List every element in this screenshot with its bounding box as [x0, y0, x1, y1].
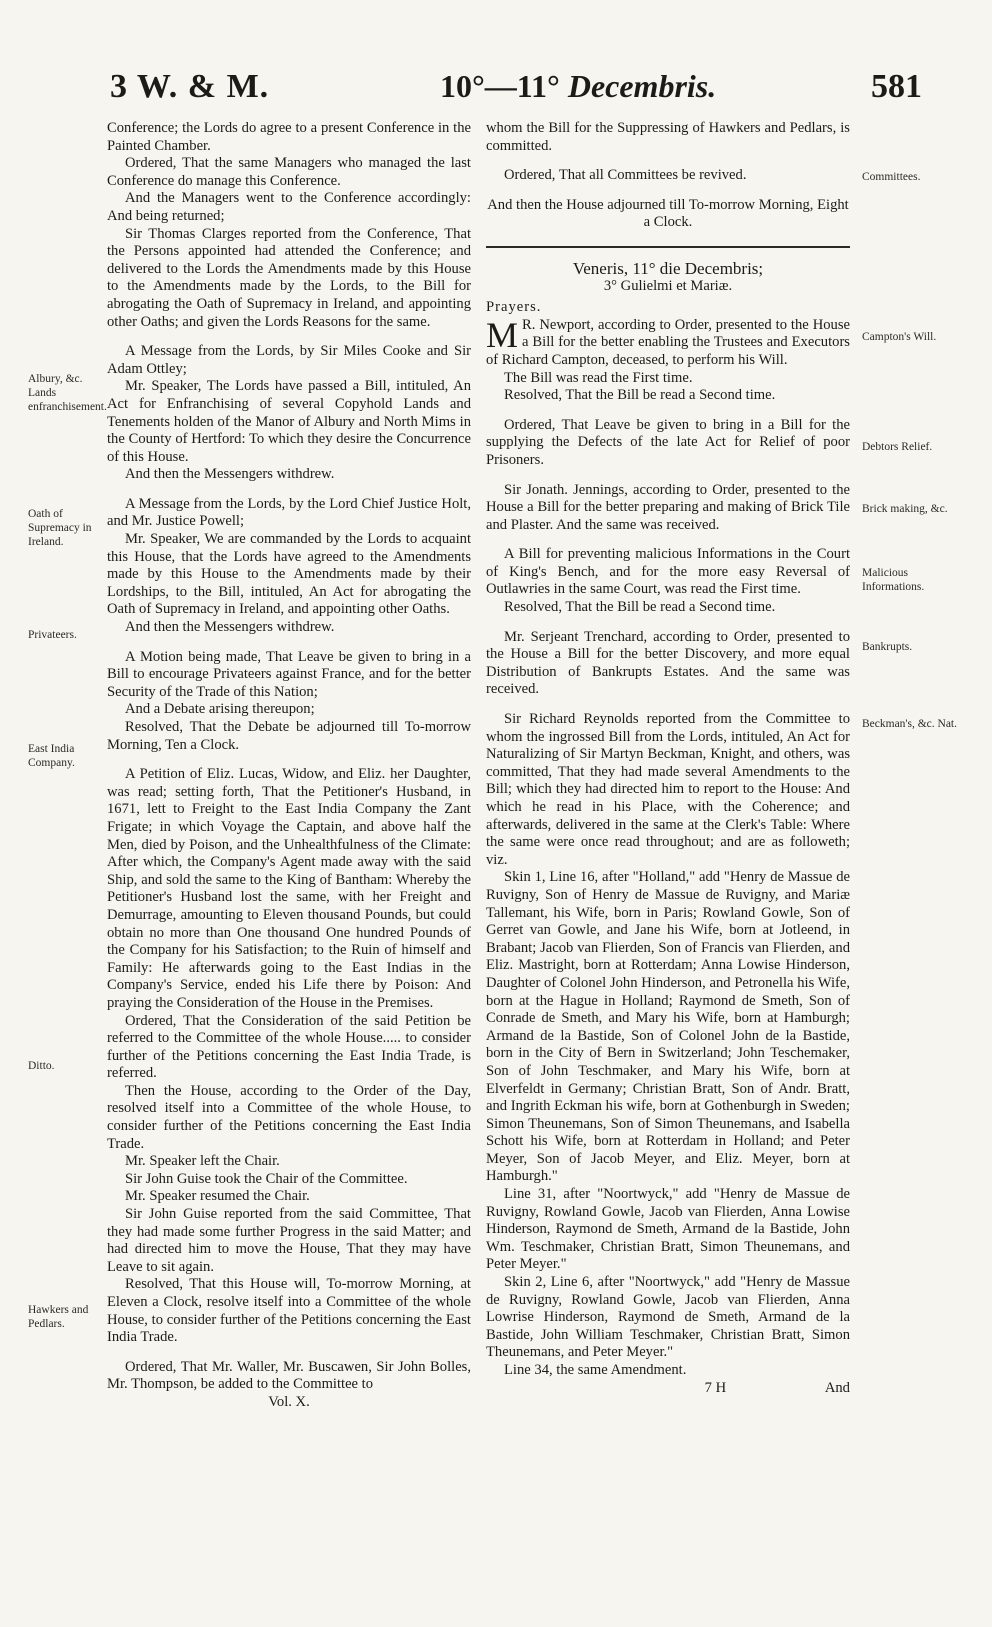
paragraph: Mr. Speaker resumed the Chair.	[125, 1188, 310, 1205]
margin-note-east-india: East India Company.	[28, 743, 75, 769]
paragraph: Resolved, That this House will, To-morrow Morning, at Eleven a Clock, resolve itself into a Committee of the whole House, to consider further of the Petitions concerning the East India Trade.	[107, 1276, 471, 1346]
margin-note-bankrupts: Bankrupts.	[862, 641, 913, 653]
paragraph-first	[486, 314, 850, 370]
paragraph: A Motion being made, That Leave be given to bring in a Bill to encourage Privateers against France, and for the better Security of the Trade of this Nation;	[107, 648, 471, 700]
paragraph: Ordered, That the Consideration of the said Petition be referred to the Committee of the whole House..... to consider further of the Petitions concerning the East India Trade, is referred.	[107, 1012, 471, 1082]
catchword: And	[824, 1379, 850, 1396]
paragraph: whom the Bill for the Suppressing of Hawkers and Pedlars, is committed.	[486, 120, 850, 154]
margin-note-campton: Campton's Will.	[862, 331, 937, 343]
paragraph: Ordered, That the same Managers who managed the last Conference do manage this Conference.	[107, 155, 471, 189]
month-name: Decembris.	[567, 68, 717, 104]
paragraph: Sir Richard Reynolds reported from the Committee to whom the ingrossed Bill from the Lords, intituled, An Act for Naturalizing of Sir Martyn Beckman, Knight, and others, was committed, That they had made several Amendments to the Bill; which they had directed him to report to the House: And which he read in his Place, with the Coherence; and afterwards, delivered in the same at the Clerk's Table: Where the same were once read throughout; and are as followeth; viz.	[486, 711, 850, 868]
paragraph: And then the Messengers withdrew.	[125, 619, 335, 636]
page-footer	[486, 1380, 850, 1398]
margin-note-brick: Brick making, &c.	[862, 503, 948, 515]
paragraph: A Message from the Lords, by Sir Miles Cooke and Sir Adam Ottley;	[107, 343, 471, 377]
margin-note-hawkers: Hawkers and Pedlars.	[28, 1304, 89, 1330]
adjournment: And then the House adjourned till To-morrow Morning, Eight a Clock.	[487, 196, 849, 231]
prayers-heading: Prayers.	[486, 299, 542, 316]
margin-note-beckman: Beckman's, &c. Nat.	[862, 718, 958, 730]
margin-note-debtors: Debtors Relief.	[862, 441, 933, 453]
page-header	[90, 68, 932, 128]
drop-cap: M	[486, 314, 519, 355]
paragraph: Mr. Speaker, We are commanded by the Lords to acquaint this House, that the Lords have agreed to the Amendments made by this House to the Amendments made by their Lordships, to the Bill, intituled, An Act for abrogating the Oath of Supremacy in Ireland, and appointing other Oaths.	[107, 531, 471, 618]
paragraph: And then the Messengers withdrew.	[125, 466, 335, 483]
paragraph: A Bill for preventing malicious Informations in the Court of King's Bench, and for the more easy Reversal of Outlawries in the same Court, was read the First time.	[486, 546, 850, 598]
volume-footer: Vol. X.	[268, 1393, 310, 1410]
paragraph: Resolved, That the Bill be read a Second time.	[504, 599, 776, 616]
paragraph: And the Managers went to the Conference accordingly: And being returned;	[107, 190, 471, 224]
margin-note-malicious: Malicious Informations.	[862, 567, 925, 593]
paragraph-text: R. Newport, according to Order, presented to the House a Bill for the better enabling the Trustees and Executors of Richard Campton, deceased, to perform his Will.	[486, 316, 850, 368]
section-rule	[486, 246, 850, 248]
paragraph: Ordered, That Leave be given to bring in a Bill for the supplying the Defects of the late Act for Relief of poor Prisoners.	[486, 416, 850, 468]
margin-note-albury: Albury, &c. Lands enfranchisement.	[28, 373, 107, 413]
paragraph: Ordered, That all Committees be revived.	[504, 167, 747, 184]
page-number: 581	[871, 68, 922, 105]
date-heading	[440, 68, 716, 105]
margin-note-ditto: Ditto.	[28, 1060, 55, 1072]
signature-mark: 7 H	[704, 1379, 727, 1396]
paragraph: Mr. Speaker, The Lords have passed a Bill, intituled, An Act for Enfranchising of several Copyhold Lands and Tenements holden of the Manor of Albury and North Mims in the County of Hertford: To which they desire the Concurrence of this House.	[107, 378, 471, 465]
day-heading: Veneris, 11° die Decembris;	[572, 258, 764, 278]
margin-note-privateers: Privateers.	[28, 629, 77, 641]
paragraph: Sir John Guise reported from the said Committee, That they had made some further Progress in the said Matter; and had directed him to move the House, That they may have Leave to sit again.	[107, 1206, 471, 1275]
paragraph: Line 31, after "Noortwyck," add "Henry de Massue de Ruvigny, Rowland Gowle, Jacob van Flierden, Anna Lowise Hinderson, Raymond de Smeth, Armand de la Bastide, John Wm. Teschmaker, Christian Bratt, Simon Theunemans, and Peter Meyer."	[486, 1186, 850, 1273]
paragraph: Resolved, That the Bill be read a Second time.	[504, 387, 776, 404]
paragraph: Resolved, That the Debate be adjourned till To-morrow Morning, Ten a Clock.	[107, 719, 471, 753]
paragraph: Conference; the Lords do agree to a present Conference in the Painted Chamber.	[107, 120, 471, 154]
regnal-year: 3 W. & M.	[110, 68, 270, 105]
paragraph: And a Debate arising thereupon;	[125, 701, 315, 718]
paragraph: Then the House, according to the Order of the Day, resolved itself into a Committee of the whole House, to consider further of the Petitions concerning the East India Trade.	[107, 1082, 471, 1152]
paragraph: The Bill was read the First time.	[504, 369, 693, 386]
date-numerals: 10°—11°	[440, 68, 560, 104]
reign-heading: 3° Gulielmi et Mariæ.	[603, 277, 733, 294]
paragraph: Sir Jonath. Jennings, according to Order, presented to the House a Bill for the better preparing and making of Brick Tile and Plaster. And the same was received.	[486, 481, 850, 533]
left-column	[107, 120, 471, 1412]
margin-note-committees: Committees.	[862, 171, 921, 183]
paragraph: Sir John Guise took the Chair of the Committee.	[125, 1170, 408, 1187]
paragraph: Mr. Speaker left the Chair.	[125, 1153, 280, 1170]
paragraph: A Message from the Lords, by the Lord Chief Justice Holt, and Mr. Justice Powell;	[107, 495, 471, 530]
paragraph: A Petition of Eliz. Lucas, Widow, and Eliz. her Daughter, was read; setting forth, That the Petitioner's Husband, in 1671, lett to Freight to the East India Company the Zant Frigate; in which Voyage the Captain, and above half the Men, died by Poison, and the Unhealthfulness of the Climate: After which, the Company's Agent made away with the said Ship, and sold the same to the King of Bantham: Whereby the Petitioner's Husband lost the same, with her Freight and Demurrage, amounting to Eleven thousand Pounds, but could obtain no more than One thousand One hundred Pounds of the Company for his Satisfaction; to the Ruin of himself and Family: He afterwards going to the East Indias in the Company's Service, ended his Life there by Poison: And praying the Consideration of the House in the Premises.	[107, 766, 471, 1011]
right-column	[486, 120, 850, 1397]
margin-note-oath: Oath of Supremacy in Ireland.	[28, 508, 92, 548]
paragraph: Line 34, the same Amendment.	[504, 1362, 687, 1378]
paragraph: Mr. Serjeant Trenchard, according to Order, presented to the House a Bill for the better Discovery, and more equal Distribution of Bankrupts Estates. And the same was received.	[486, 628, 850, 698]
paragraph: Sir Thomas Clarges reported from the Conference, That the Persons appointed had attended the Conference; and delivered to the Lords the Amendments made by this House to the Amendments made by the Lords, to the Bill for abrogating the Oath of Supremacy in Ireland, and appointing other Oaths; and given the Lords Reasons for the same.	[107, 225, 471, 330]
paragraph: Skin 1, Line 16, after "Holland," add "Henry de Massue de Ruvigny, Son of Henry de Massue de Ruvigny, and Mariæ Tallemant, his Wife, born in Paris; Rowland Gowle, Son of Gerret van Gowle, and Jane his Wife, born at Jotleend, in Brabant; Jacob van Flierden, Son of Francis van Flierden, and Eliz. Mastright, born at Rotterdam; Anna Lowise Hinderson, Daughter of Colonel John Hinderson, and Petronella his Wife, born at the Hague in Holland; Raymond de Smeth, Son of Conrade de Smeth, and Mary his Wife, born at Hamburgh; Armand de la Bastide, Son of Colonel John de la Bastide, born in the City of Bern in Switzerland; John Teschemaker, Son of John Teschmaker, and Mary his Wife, born at Elverfeldt in Germany; Christian Bratt, Son of Andr. Bratt, and Ingrith Eckman his wife, born at Gothenburgh in Sweden; Simon Theunemans, Son of Simon Theunemans, and Isabella Schott his Wife, born at Rotterdam in Holland; and Peter Meyer, Son of Jacob Meyer, and Eliz. Meyer, born at Hamburgh."	[486, 869, 850, 1185]
paragraph: Ordered, That Mr. Waller, Mr. Buscawen, Sir John Bolles, Mr. Thompson, be added to the Committee to	[107, 1358, 471, 1393]
paragraph: Skin 2, Line 6, after "Noortwyck," add "Henry de Massue de Ruvigny, Rowland Gowle, Jacob van Flierden, Anna Lowrise Hinderson, Raymond de Smeth, Armand de la Bastide, John William Teschmaker, Christian Bratt, Simon Theunemans, and Peter Meyer."	[486, 1274, 850, 1361]
